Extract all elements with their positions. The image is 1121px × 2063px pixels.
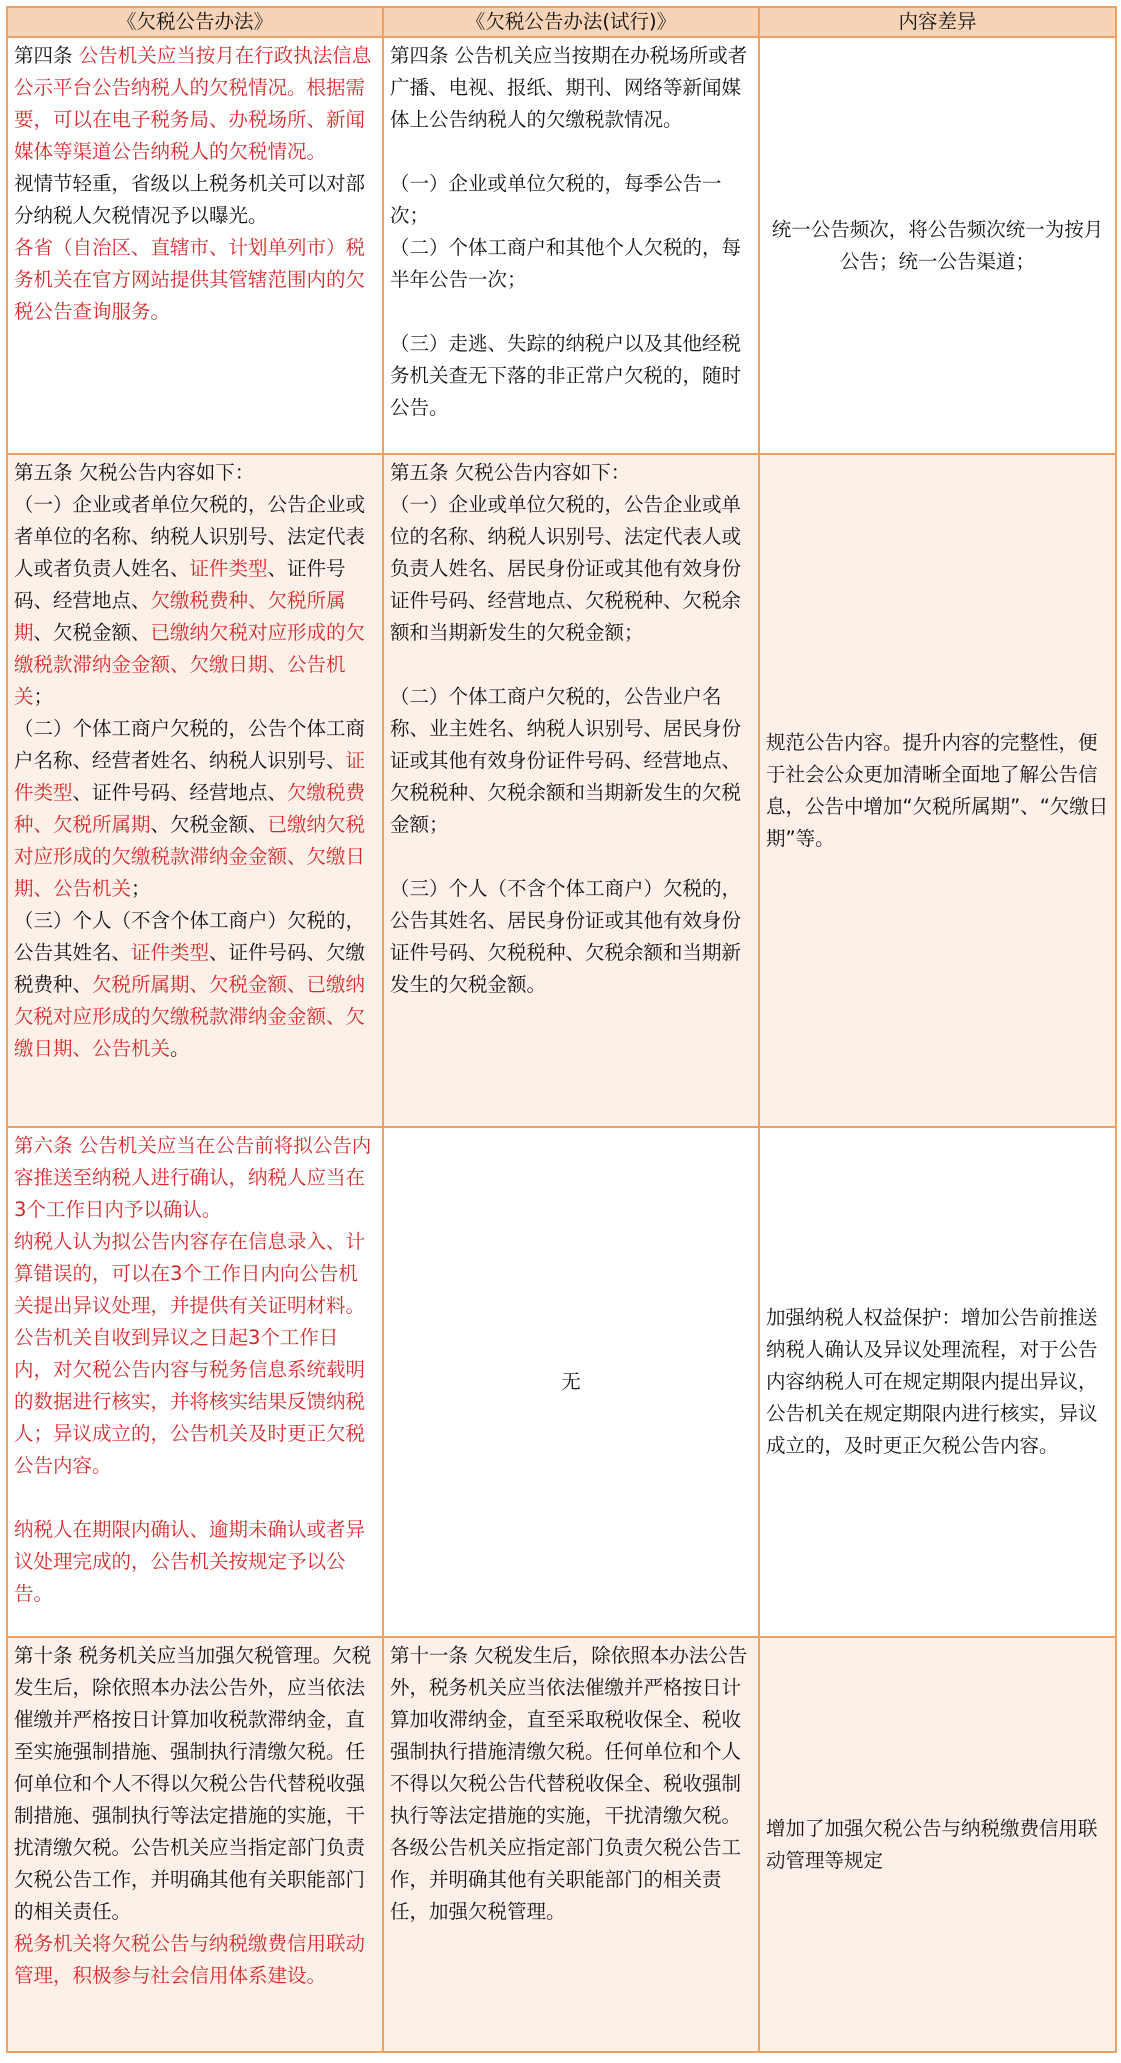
old-text-cell [383,454,759,1127]
paragraph [14,1130,376,1226]
paragraph [14,1928,376,1992]
paragraph: （三）走逃、失踪的纳税户以及其他经税务机关查无下落的非正常户欠税的，随时公告。 [390,332,742,419]
diff-cell [759,1127,1116,1637]
changed-text: 已缴纳欠税对应形成的欠缴税款滞纳金金额、欠缴日期、公告机关 [14,813,366,900]
text-segment: 第四条 [14,44,79,67]
old-text-cell [383,1637,759,2052]
changed-text: 公告机关应当按月在行政执法信息公示平台公告纳税人的欠税情况。根据需要，可以在电子税务局、办税场所、新闻媒体等渠道公告纳税人的欠税情况。 [14,44,372,163]
new-text-cell [7,37,383,454]
row-article-5 [7,454,1116,1127]
paragraph: （一）企业或单位欠税的，每季公告一次； [390,172,722,227]
changed-text: 欠缴税费种、欠税所属期 [14,781,366,836]
diff-cell [759,37,1116,454]
new-text-cell [7,1127,383,1637]
text-segment: （一）企业或者单位欠税的，公告企业或者单位的名称、纳税人识别号、法定代表人或者负责人姓名、 [14,493,366,580]
row-article-6 [7,1127,1116,1637]
diff-text: 统一公告频次，将公告频次统一为按月公告；统一公告渠道； [771,217,1104,273]
changed-text: 第六条 公告机关应当在公告前将拟公告内容推送至纳税人进行确认，纳税人应当在3个工作日内予以确认。 [14,1134,372,1221]
paragraph [14,1640,376,1928]
paragraph [14,40,376,168]
paragraph [390,136,752,168]
paragraph: 第十一条 欠税发生后，除依照本办法公告外，税务机关应当依法催缴并严格按日计算加收滞纳金，直至采取税收保全、税收强制执行措施清缴欠税。任何单位和个人不得以欠税公告代替税收保全、税收强制执行等法定措施的实施，干扰清缴欠税。各级公告机关应指定部门负责欠税公告工作，并明确其他有关职能部门的相关责任，加强欠税管理。 [390,1644,748,1923]
diff-text: 增加了加强欠税公告与纳税缴费信用联动管理等规定 [766,1816,1098,1872]
text-segment: 。 [170,1037,190,1060]
paragraph: （二）个体工商户和其他个人欠税的，每半年公告一次； [390,236,742,291]
header-new-measures: 《欠税公告办法》 [7,7,383,37]
changed-text: 证件类型 [14,749,366,804]
changed-text: 纳税人认为拟公告内容存在信息录入、计算错误的，可以在3个工作日内向公告机关提出异议处理，并提供有关证明材料。公告机关自收到异议之日起3个工作日内，对欠税公告内容与税务信息系统载明的数据进行核实，并将核实结果反馈纳税人；异议成立的，公告机关及时更正欠税公告内容。 [14,1230,366,1477]
changed-text: 纳税人在期限内确认、逾期未确认或者异议处理完成的，公告机关按规定予以公告。 [14,1518,366,1605]
diff-text: 加强纳税人权益保护：增加公告前推送纳税人确认及异议处理流程，对于公告内容纳税人可在规定期限内提出异议，公告机关在规定期限内进行核实，异议成立的，及时更正欠税公告内容。 [766,1306,1098,1457]
diff-cell [759,454,1116,1127]
paragraph [14,489,376,713]
changed-text: 已缴纳欠税对应形成的欠缴税款滞纳金金额、欠缴日期、公告机关 [14,621,366,708]
paragraph: （三）个人（不含个体工商户）欠税的，公告其姓名、居民身份证或其他有效身份证件号码、欠税税种、欠税余额和当期新发生的欠税金额。 [390,877,742,996]
text-segment: 、证件号码、经营地点、 [14,557,346,612]
paragraph: （一）企业或单位欠税的，公告企业或单位的名称、纳税人识别号、法定代表人或负责人姓名、居民身份证或其他有效身份证件号码、经营地点、欠税税种、欠税余额和当期新发生的欠税金额； [390,493,742,644]
changed-text: 税务机关将欠税公告与纳税缴费信用联动管理，积极参与社会信用体系建设。 [14,1932,366,1987]
changed-text: 证件类型 [131,941,210,964]
new-text-cell [7,454,383,1127]
paragraph: （二）个体工商户欠税的，公告业户名称、业主姓名、纳税人识别号、居民身份证或其他有效身份证件号码、经营地点、欠税税种、欠税余额和当期新发生的欠税金额； [390,685,742,836]
paragraph: 第四条 公告机关应当按期在办税场所或者广播、电视、报纸、期刊、网络等新闻媒体上公告纳税人的欠缴税款情况。 [390,44,748,131]
paragraph [390,649,752,681]
diff-cell [759,1637,1116,2052]
text-segment: 、欠税金额、 [33,621,151,644]
paragraph [14,457,376,489]
paragraph [390,841,752,873]
old-text-cell [383,37,759,454]
row-article-10 [7,1637,1116,2052]
changed-text: 欠缴税费种、欠税所属期 [14,589,346,644]
paragraph [14,168,376,232]
paragraph: 第五条 欠税公告内容如下： [390,461,631,484]
text-segment: 、欠税金额、 [150,813,268,836]
paragraph [14,232,376,328]
paragraph: 无 [561,1370,581,1393]
paragraph [14,1482,376,1514]
changed-text: 欠税所属期、欠税金额、已缴纳欠税对应形成的欠缴税款滞纳金金额、欠缴日期、公告机关 [14,973,366,1060]
text-segment: 、证件号码、欠缴税费种、 [14,941,366,996]
text-segment: 视情节轻重，省级以上税务机关可以对部分纳税人欠税情况予以曝光。 [14,172,366,227]
text-segment: 第五条 欠税公告内容如下： [14,461,255,484]
text-segment: （二）个体工商户欠税的，公告个体工商户名称、经营者姓名、纳税人识别号、 [14,717,366,772]
text-segment: 、证件号码、经营地点、 [72,781,288,804]
paragraph [390,296,752,328]
row-article-4 [7,37,1116,454]
header-row [7,7,1116,37]
paragraph [14,1514,376,1610]
paragraph [14,1226,376,1482]
changed-text: 证件类型 [189,557,268,580]
text-segment: ； [33,685,54,708]
text-segment: ； [131,877,151,900]
paragraph [14,713,376,905]
old-text-cell [383,1127,759,1637]
diff-text: 规范公告内容。提升内容的完整性，便于社会公众更加清晰全面地了解公告信息，公告中增加“欠税所属期”、“欠缴日期”等。 [766,730,1109,850]
header-trial-measures: 《欠税公告办法(试行)》 [383,7,759,37]
header-differences: 内容差异 [759,7,1116,37]
text-segment: 第十条 税务机关应当加强欠税管理。欠税发生后，除依照本办法公告外，应当依法催缴并严格按日计算加收税款滞纳金，直至实施强制措施、强制执行清缴欠税。任何单位和个人不得以欠税公告代替税收强制措施、强制执行等法定措施的实施，干扰清缴欠税。公告机关应当指定部门负责欠税公告工作，并明确其他有关职能部门的相关责任。 [14,1644,372,1923]
new-text-cell [7,1637,383,2052]
text-segment: （三）个人（不含个体工商户）欠税的，公告其姓名、 [14,909,366,964]
changed-text: 各省（自治区、直辖市、计划单列市）税务机关在官方网站提供其管辖范围内的欠税公告查询服务。 [14,236,366,323]
paragraph [14,905,376,1065]
comparison-table [6,6,1117,2053]
